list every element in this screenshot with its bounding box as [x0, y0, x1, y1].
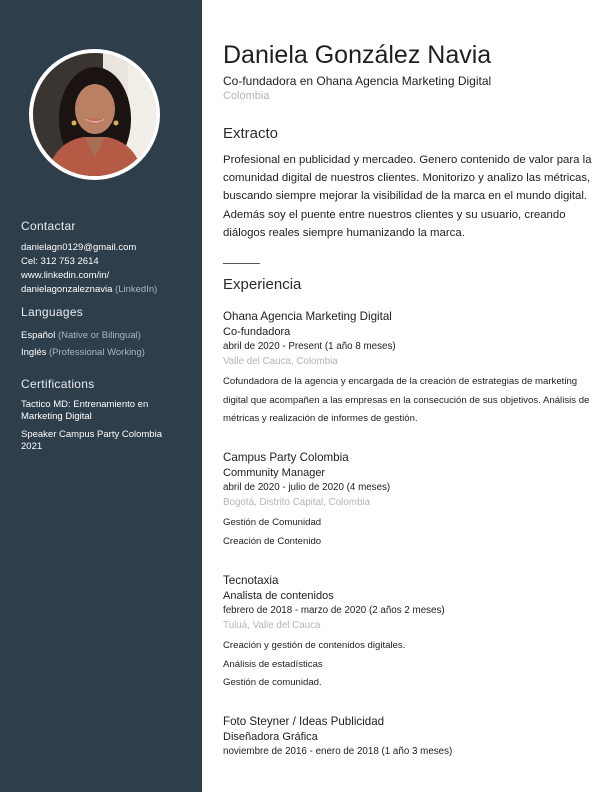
certifications-section: [21, 377, 191, 453]
linkedin-link-line1[interactable]: www.linkedin.com/in/: [21, 270, 110, 281]
contact-section: [21, 219, 191, 297]
contact-heading: Contactar: [21, 219, 76, 233]
job-dates: febrero de 2018 - marzo de 2020 (2 años 2 meses): [223, 605, 445, 616]
job-role: Co-fundadora: [223, 326, 291, 338]
language-level: (Native or Bilingual): [55, 330, 141, 341]
job-dates: noviembre de 2016 - enero de 2018 (1 año 3 meses): [223, 746, 453, 757]
job-description: Creación de Contenido: [223, 535, 322, 547]
linkedin-link-line2[interactable]: [21, 283, 191, 297]
languages-heading: Languages: [21, 305, 84, 319]
candidate-name: Daniela González Navia: [223, 41, 492, 69]
certification-item: [21, 429, 191, 453]
divider: [223, 263, 260, 264]
company-name: Ohana Agencia Marketing Digital: [223, 310, 392, 323]
summary-text: Profesional en publicidad y mercadeo. Genero contenido de valor para la comunidad digital de nuestros clientes. Monitorizo y analizo las métricas, buscando siempre mejorar la visibilidad de la marca en el mundo digital. Además soy el puente entre nuestros clientes y su usuario, creando diálogos reales siempre humanizando la marca.: [223, 154, 592, 239]
experience-item: [223, 309, 593, 429]
language-item: [21, 344, 191, 361]
company-name: Foto Steyner / Ideas Publicidad: [223, 715, 385, 728]
certification-line: Speaker Campus Party Colombia: [21, 429, 162, 440]
job-description: Creación y gestión de contenidos digitales.: [223, 640, 406, 651]
job-role: Analista de contenidos: [223, 590, 334, 602]
phone-number: Cel: 312 753 2614: [21, 256, 99, 267]
profile-photo: [29, 49, 160, 180]
certifications-heading: Certifications: [21, 377, 95, 391]
sidebar: [0, 0, 202, 792]
avatar: [33, 53, 156, 176]
certification-item: [21, 399, 191, 423]
email-link[interactable]: danielagn0129@gmail.com: [21, 242, 137, 253]
linkedin-handle[interactable]: danielagonzaleznavia: [21, 284, 113, 295]
job-location: Tuluá, Valle del Cauca: [223, 620, 321, 631]
job-description: Gestión de Comunidad: [223, 517, 322, 528]
summary-title: Extracto: [223, 125, 279, 142]
job-description: Gestión de comunidad.: [223, 677, 322, 688]
linkedin-suffix: (LinkedIn): [112, 284, 158, 295]
certification-line: Marketing Digital: [21, 411, 92, 422]
job-dates: abril de 2020 - julio de 2020 (4 meses): [223, 482, 391, 493]
certification-line: Tactico MD: Entrenamiento en: [21, 399, 149, 410]
location: Colombia: [223, 90, 270, 102]
language-level: (Professional Working): [46, 347, 145, 358]
languages-section: [21, 305, 191, 361]
company-name: Tecnotaxia: [223, 574, 279, 587]
experience-item: [223, 714, 593, 759]
job-description: Cofundadora de la agencia y encargada de la creación de estrategias de marketing digital que acompañen a las empresas en la consecución de sus objetivos. Análisis de métricas y realización de informes de gestión.: [223, 376, 590, 424]
job-description: Análisis de estadísticas: [223, 658, 323, 670]
experience-item: [223, 450, 593, 551]
certification-line: 2021: [21, 441, 43, 452]
company-name: Campus Party Colombia: [223, 451, 349, 464]
experience-item: [223, 573, 593, 693]
job-role: Diseñadora Gráfica: [223, 731, 318, 743]
language-name: Español: [21, 330, 56, 341]
job-location: Bogotá, Distrito Capital, Colombia: [223, 497, 371, 508]
language-item: [21, 327, 191, 344]
job-role: Community Manager: [223, 467, 326, 479]
job-dates: abril de 2020 - Present (1 año 8 meses): [223, 341, 396, 352]
experience-title: Experiencia: [223, 276, 302, 293]
language-name: Inglés: [21, 347, 47, 358]
job-location: Valle del Cauca, Colombia: [223, 356, 338, 367]
headline: Co-fundadora en Ohana Agencia Marketing Digital: [223, 74, 492, 88]
